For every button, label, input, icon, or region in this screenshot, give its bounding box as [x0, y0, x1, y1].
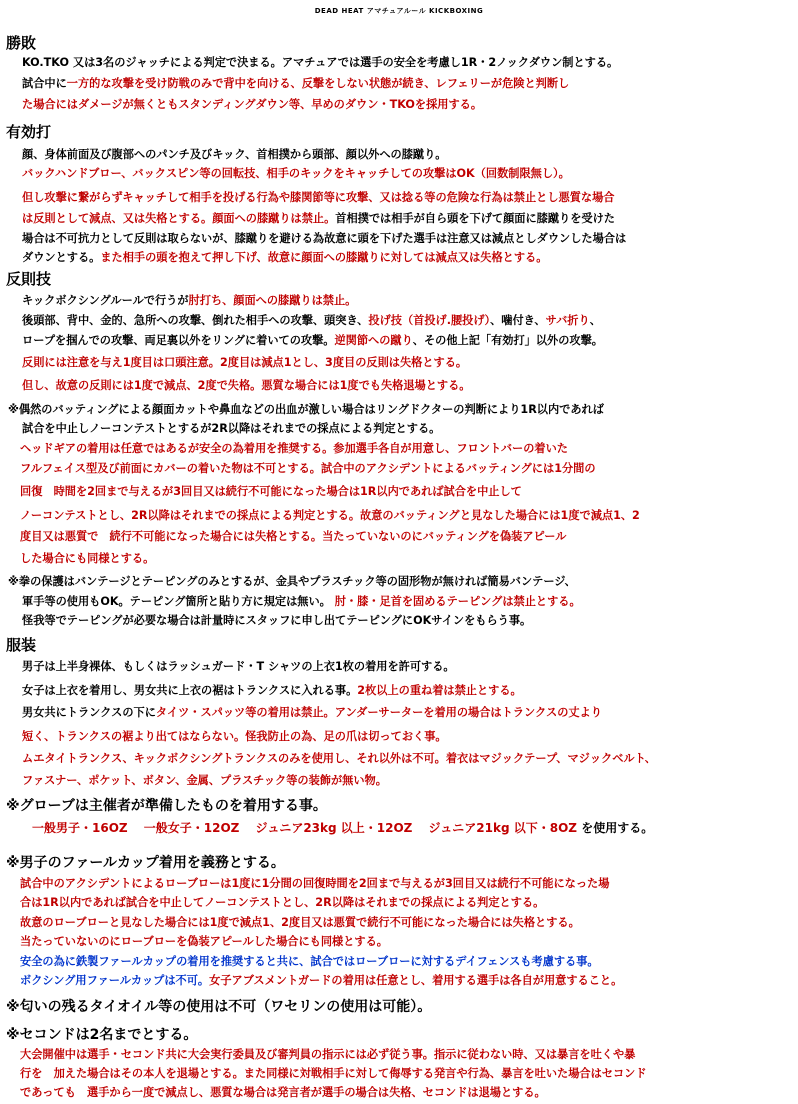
text-segment: を使用する。 — [581, 821, 654, 835]
note-batting-line — [20, 508, 640, 523]
heading-hansoku: 反則技 — [6, 270, 52, 288]
text-segment: 顔、身体前面及び腹部へのパンチ及びキック、首相撲から頭部、顔以外への膝蹴り。 — [22, 148, 447, 161]
second-line — [20, 1066, 647, 1081]
note-batting-line — [22, 421, 440, 436]
fukuso-line — [22, 729, 447, 744]
note-bandage-line — [22, 613, 531, 628]
text-segment: 投げ技（首投げ.腰投げ） — [368, 314, 491, 327]
note-batting-line — [20, 461, 596, 476]
note-batting-line — [8, 402, 604, 417]
yuko-line — [22, 147, 446, 162]
cup-line — [20, 876, 609, 891]
text-segment: 行を 加えた場合はその本人を退場とする。また同様に対戦相手に対して侮辱する発言や行為、暴言を吐いた場合はセコンド — [20, 1067, 647, 1080]
yuko-line — [22, 166, 570, 181]
text-segment: 後頭部、背中、金的、急所への攻撃、倒れた相手への攻撃、頭突き、 — [22, 314, 369, 327]
text-segment: KO.TKO 又は3名のジャッチによる判定で決まる。アマチュアでは選手の安全を考慮し1R・2ノックダウン制とする。 — [22, 56, 619, 69]
text-segment: サバ折り — [545, 314, 590, 327]
glove-weights-line — [32, 821, 653, 836]
text-segment: 短く、トランクスの裾より出てはならない。怪我防止の為、足の爪は切っておく事。 — [22, 730, 447, 743]
text-segment: 但し、故意の反則には1度で減点、2度で失格。悪質な場合には1度でも失格退場とする。 — [22, 379, 471, 392]
second-line — [20, 1047, 635, 1062]
text-segment: ※拳の保護はバンテージとテーピングのみとするが、金具やプラスチック等の固形物が無ければ簡易バンテージ、 — [8, 575, 576, 588]
text-segment: ファスナー、ポケット、ボタン、金属、プラスチック等の装飾が無い物。 — [22, 774, 387, 787]
hansoku-line — [22, 378, 470, 393]
text-segment: 故意のローブローと見なした場合には1度で減点1、2度目又は悪質で続行不可能になった場合には失格とする。 — [20, 916, 580, 929]
fukuso-line — [22, 683, 522, 698]
shobu-line — [22, 55, 618, 70]
text-segment: 大会開催中は選手・セコンド共に大会実行委員及び審判員の指示には必ず従う事。指示に従わない時、又は暴言を吐くや暴 — [20, 1048, 636, 1061]
hansoku-line — [22, 293, 356, 308]
heading-oil: ※匂いの残るタイオイル等の使用は不可（ワセリンの使用は可能）。 — [6, 999, 432, 1015]
text-segment: 回復 時間を2回まで与えるが3回目又は続行不可能になった場合は1R以内であれば試合を中止して — [20, 485, 522, 498]
heading-second: ※セコンドは2名までとする。 — [6, 1027, 198, 1043]
text-segment: 2枚以上の重ね着は禁止とする。 — [357, 684, 522, 697]
note-bandage-line — [8, 574, 576, 589]
text-segment: 首相撲では相手が自ら頭を下げて顔面に膝蹴りを受けた — [335, 212, 615, 225]
text-segment: 安全の為に鉄製ファールカップの着用を推奨すると共に、試合ではローブローに対するデイフェンスも考慮する事。 — [20, 955, 599, 968]
text-segment: フルフェイス型及び前面にカバーの着いた物は不可とする。試合中のアクシデントによるバッティングには1分間の — [20, 462, 596, 475]
note-batting-line — [20, 484, 522, 499]
text-segment: 当たっていないのにローブローを偽装アピールした場合にも同様とする。 — [20, 935, 388, 948]
text-segment: 肘・膝・足首を固めるテーピングは禁止とする。 — [330, 595, 581, 608]
text-segment: キックボクシングルールで行うが — [22, 294, 189, 307]
text-segment: ダウンとする。 — [22, 251, 101, 264]
cup-line — [20, 934, 388, 949]
text-segment: 女子アブスメントガードの着用は任意とし、着用する選手は各自が用意すること。 — [209, 974, 623, 987]
heading-fukuso: 服装 — [6, 636, 37, 654]
heading-cup: ※男子のファールカップ着用を義務とする。 — [6, 855, 285, 871]
text-segment: 一般男子・16OZ 一般女子・12OZ ジュニア23kg 以上・12OZ ジュニア21kg 以下・8OZ — [32, 821, 582, 835]
text-segment: ムエタイトランクス、キックボクシングトランクスのみを使用し、それ以外は不可。着衣はマジックテープ、マジックベルト、 — [22, 752, 656, 765]
text-segment: 試合中のアクシデントによるローブローは1度に1分間の回復時間を2回まで与えるが3回目又は続行不可能になった場 — [20, 877, 610, 890]
fukuso-line — [22, 751, 656, 766]
text-segment: 逆関節への蹴り — [334, 334, 413, 347]
note-bandage-line — [22, 594, 581, 609]
text-segment: 怪我等でテーピングが必要な場合は計量時にスタッフに申し出てテーピングにOKサインをもらう事。 — [22, 614, 532, 627]
text-segment: ノーコンテストとし、2R以降はそれまでの採点による判定とする。故意のバッティングと見なした場合には1度で減点1、2 — [20, 509, 640, 522]
fukuso-line — [22, 773, 387, 788]
second-line — [20, 1085, 546, 1100]
text-segment: 、噛付き、 — [490, 314, 546, 327]
heading-yuko: 有効打 — [6, 123, 52, 141]
text-segment: 但し攻撃に繋がらずキャッチして相手を投げる行為や膝関節等に攻撃、又は捻る等の危険な行為は禁止とし悪質な場合 — [22, 191, 615, 204]
hansoku-line — [22, 333, 603, 348]
cup-line — [20, 915, 580, 930]
text-segment: 男女共にトランクスの下に — [22, 706, 156, 719]
text-segment: 合は1R以内であれば試合を中止してノーコンテストとし、2R以降はそれまでの採点による判定とする。 — [20, 896, 545, 909]
text-segment: た場合にはダメージが無くともスタンディングダウン等、早めのダウン・TKOを採用する。 — [22, 98, 483, 111]
text-segment: 場合は不可抗力として反則は取らないが、膝蹴りを避ける為故意に頭を下げた選手は注意又は減点としダウンした場合は — [22, 232, 627, 245]
hansoku-line — [22, 355, 467, 370]
text-segment: 試合を中止しノーコンテストとするが2R以降はそれまでの採点による判定とする。 — [22, 422, 441, 435]
text-segment: 肘打ち、顔面への膝蹴りは禁止。 — [188, 294, 357, 307]
heading-shobu: 勝敗 — [6, 34, 37, 52]
text-segment: 反則には注意を与え1度目は口頭注意。2度目は減点1とし、3度目の反則は失格とする。 — [22, 356, 468, 369]
text-segment: ロープを掴んでの攻撃、両足裏以外をリングに着いての攻撃。 — [22, 334, 335, 347]
text-segment: 、 — [589, 314, 601, 327]
yuko-line — [22, 250, 547, 265]
cup-line — [20, 895, 544, 910]
fukuso-line — [22, 659, 455, 674]
cup-line — [20, 954, 599, 969]
heading-glove: ※グローブは主催者が準備したものを着用する事。 — [6, 798, 327, 814]
fukuso-line — [22, 705, 602, 720]
yuko-line — [22, 211, 615, 226]
text-segment: であっても 選手から一度で減点し、悪質な場合は発言者が選手の場合は失格、セコンドは退場とする。 — [20, 1086, 546, 1099]
text-segment: タイツ・スパッツ等の着用は禁止。アンダーサーターを着用の場合はトランクスの丈より — [155, 706, 602, 719]
text-segment: ※偶然のバッティングによる顔面カットや鼻血などの出血が激しい場合はリングドクターの判断により1R以内であれば — [8, 403, 604, 416]
yuko-line — [22, 231, 626, 246]
text-segment: 試合中に — [22, 77, 67, 90]
text-segment: 軍手等の使用もOK。テーピング箇所と貼り方に規定は無い。 — [22, 595, 331, 608]
text-segment: 度目又は悪質で 続行不可能になった場合には失格とする。当たっていないのにバッティングを偽装アピール — [20, 530, 567, 543]
text-segment: 一方的な攻撃を受け防戦のみで背中を向ける、反撃をしない状態が続き、レフェリーが危険と判断し — [66, 77, 570, 90]
text-segment: は反則として減点、又は失格とする。顔面への膝蹴りは禁止。 — [22, 212, 336, 225]
shobu-line — [22, 76, 569, 91]
note-batting-line — [20, 441, 568, 456]
note-batting-line — [20, 551, 154, 566]
text-segment: した場合にも同様とする。 — [20, 552, 155, 565]
text-segment: 男子は上半身裸体、もしくはラッシュガード・T シャツの上衣1枚の着用を許可する。 — [22, 660, 455, 673]
text-segment: ボクシング用ファールカップは不可。 — [20, 974, 210, 987]
text-segment: 、その他上記「有効打」以外の攻撃。 — [412, 334, 603, 347]
note-batting-line — [20, 529, 566, 544]
document-title: DEAD HEAT アマチュアルール KICKBOXING — [314, 7, 484, 15]
text-segment: また相手の頭を抱えて押し下げ、故意に顔面への膝蹴りに対しては減点又は失格とする。 — [100, 251, 548, 264]
cup-line — [20, 973, 622, 988]
hansoku-line — [22, 313, 601, 328]
shobu-line — [22, 97, 482, 112]
yuko-line — [22, 190, 615, 205]
text-segment: ヘッドギアの着用は任意ではあるが安全の為着用を推奨する。参加選手各自が用意し、フロントバーの着いた — [20, 442, 568, 455]
text-segment: 女子は上衣を着用し、男女共に上衣の裾はトランクスに入れる事。 — [22, 684, 358, 697]
text-segment: バックハンドブロー、バックスピン等の回転技、相手のキックをキャッチしての攻撃はOK（回数制限無し）。 — [22, 167, 570, 180]
